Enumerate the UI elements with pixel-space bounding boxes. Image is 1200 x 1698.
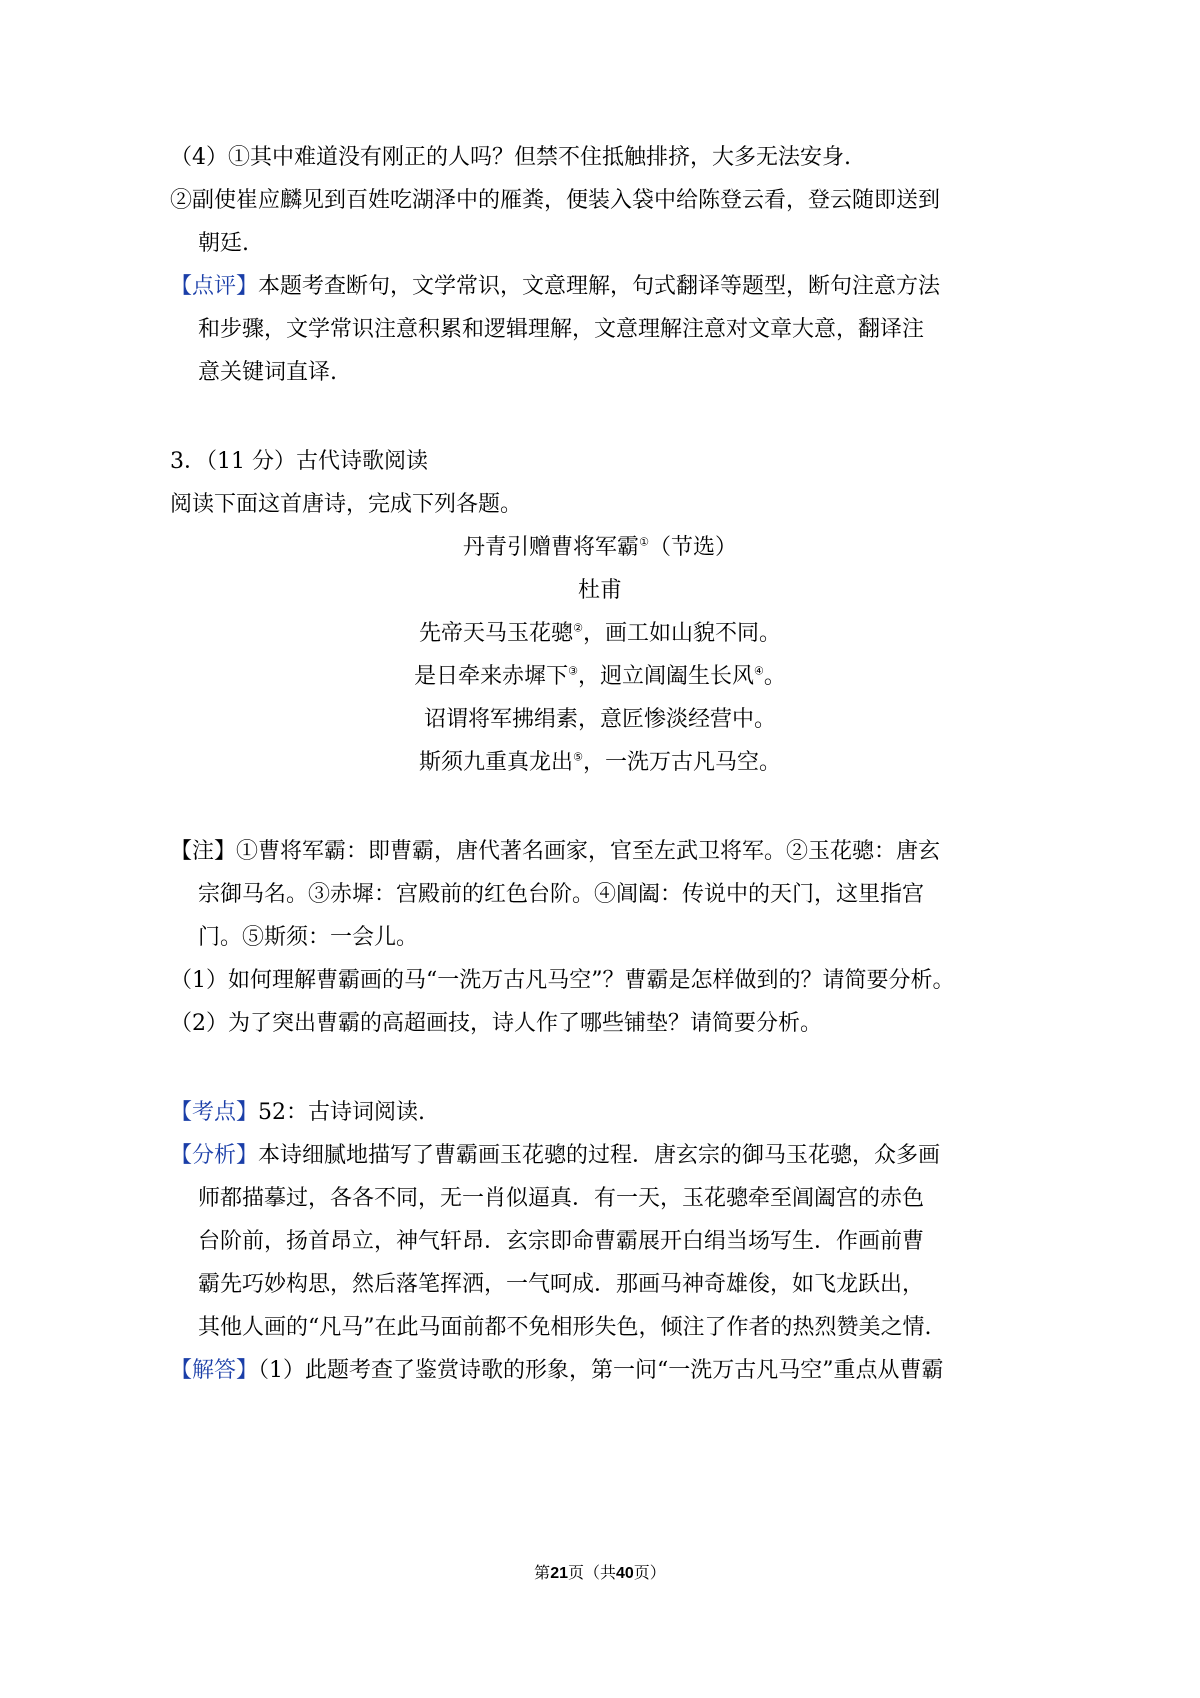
poem-line-4: 斯须九重真龙出⑤，一洗万古凡马空。 bbox=[419, 750, 781, 775]
dianping-tag: 【点评】 bbox=[170, 274, 259, 299]
answer-4-line-2: ②副使崔应麟见到百姓吃湖泽中的雁粪，便装入袋中给陈登云看，登云随即送到 bbox=[170, 188, 941, 213]
poem-line-2: 是日牵来赤墀下③，迥立阊阖生长风④。 bbox=[414, 664, 786, 689]
fenxi-tag: 【分析】 bbox=[170, 1143, 259, 1168]
poem-title: 丹青引赠曹将军霸①（节选） bbox=[463, 535, 737, 560]
sub-question-2: （2）为了突出曹霸的高超画技，诗人作了哪些铺垫？请简要分析。 bbox=[170, 1011, 822, 1036]
page-total: 40 bbox=[616, 1565, 634, 1582]
dianping-line-2: 和步骤，文学常识注意积累和逻辑理解，文意理解注意对文章大意，翻译注 bbox=[198, 317, 925, 342]
q3-heading: 3．（11 分）古代诗歌阅读 bbox=[170, 449, 428, 474]
answer-4-line-1: （4）①其中难道没有刚正的人吗？但禁不住抵触排挤，大多无法安身. bbox=[170, 145, 851, 170]
page-footer: 第21页（共40页） bbox=[534, 1563, 666, 1582]
fenxi-text-1: 本诗细腻地描写了曹霸画玉花骢的过程．唐玄宗的御马玉花骢，众多画 bbox=[258, 1143, 941, 1168]
answer-4-line-3: 朝廷. bbox=[198, 231, 249, 256]
dianping-line-1 bbox=[170, 272, 940, 302]
kaodian-tag: 【考点】 bbox=[170, 1100, 259, 1125]
sub-question-1: （1）如何理解曹霸画的马“一洗万古凡马空”？曹霸是怎样做到的？请简要分析。 bbox=[170, 968, 955, 993]
fenxi-line-5: 其他人画的“凡马”在此马面前都不免相形失色，倾注了作者的热烈赞美之情. bbox=[198, 1315, 932, 1340]
q3-intro: 阅读下面这首唐诗，完成下列各题。 bbox=[170, 492, 523, 517]
fenxi-line-4: 霸先巧妙构思，然后落笔挥洒，一气呵成．那画马神奇雄俊，如飞龙跃出， bbox=[198, 1272, 925, 1297]
note-line-2: 宗御马名。③赤墀：宫殿前的红色台阶。④阊阖：传说中的天门，这里指宫 bbox=[198, 882, 925, 907]
kaodian-text: 52：古诗词阅读. bbox=[258, 1100, 426, 1125]
poem-line-3: 诏谓将军拂绢素，意匠惨淡经营中。 bbox=[423, 707, 776, 732]
dianping-text-1: 本题考查断句，文学常识，文意理解，句式翻译等题型，断句注意方法 bbox=[258, 274, 941, 299]
poem-author: 杜甫 bbox=[577, 578, 622, 603]
jieda-tag: 【解答】 bbox=[170, 1358, 259, 1383]
fenxi-line-1 bbox=[170, 1141, 940, 1171]
fenxi-line-3: 台阶前，扬首昂立，神气轩昂．玄宗即命曹霸展开白绢当场写生．作画前曹 bbox=[198, 1229, 925, 1254]
jieda-line-1 bbox=[170, 1356, 944, 1386]
note-line-1: 【注】①曹将军霸：即曹霸，唐代著名画家，官至左武卫将军。②玉花骢：唐玄 bbox=[170, 839, 941, 864]
fenxi-line-2: 师都描摹过，各各不同，无一肖似逼真．有一天，玉花骢牵至阊阖宫的赤色 bbox=[198, 1186, 925, 1211]
dianping-line-3: 意关键词直译. bbox=[198, 360, 337, 385]
jieda-text-1: （1）此题考查了鉴赏诗歌的形象，第一问“一洗万古凡马空”重点从曹霸 bbox=[258, 1358, 944, 1383]
kaodian-line bbox=[170, 1098, 425, 1128]
page-number: 21 bbox=[550, 1565, 568, 1582]
note-line-3: 门。⑤斯须：一会儿。 bbox=[198, 925, 419, 950]
poem-line-1: 先帝天马玉花骢②，画工如山貌不同。 bbox=[419, 621, 781, 646]
